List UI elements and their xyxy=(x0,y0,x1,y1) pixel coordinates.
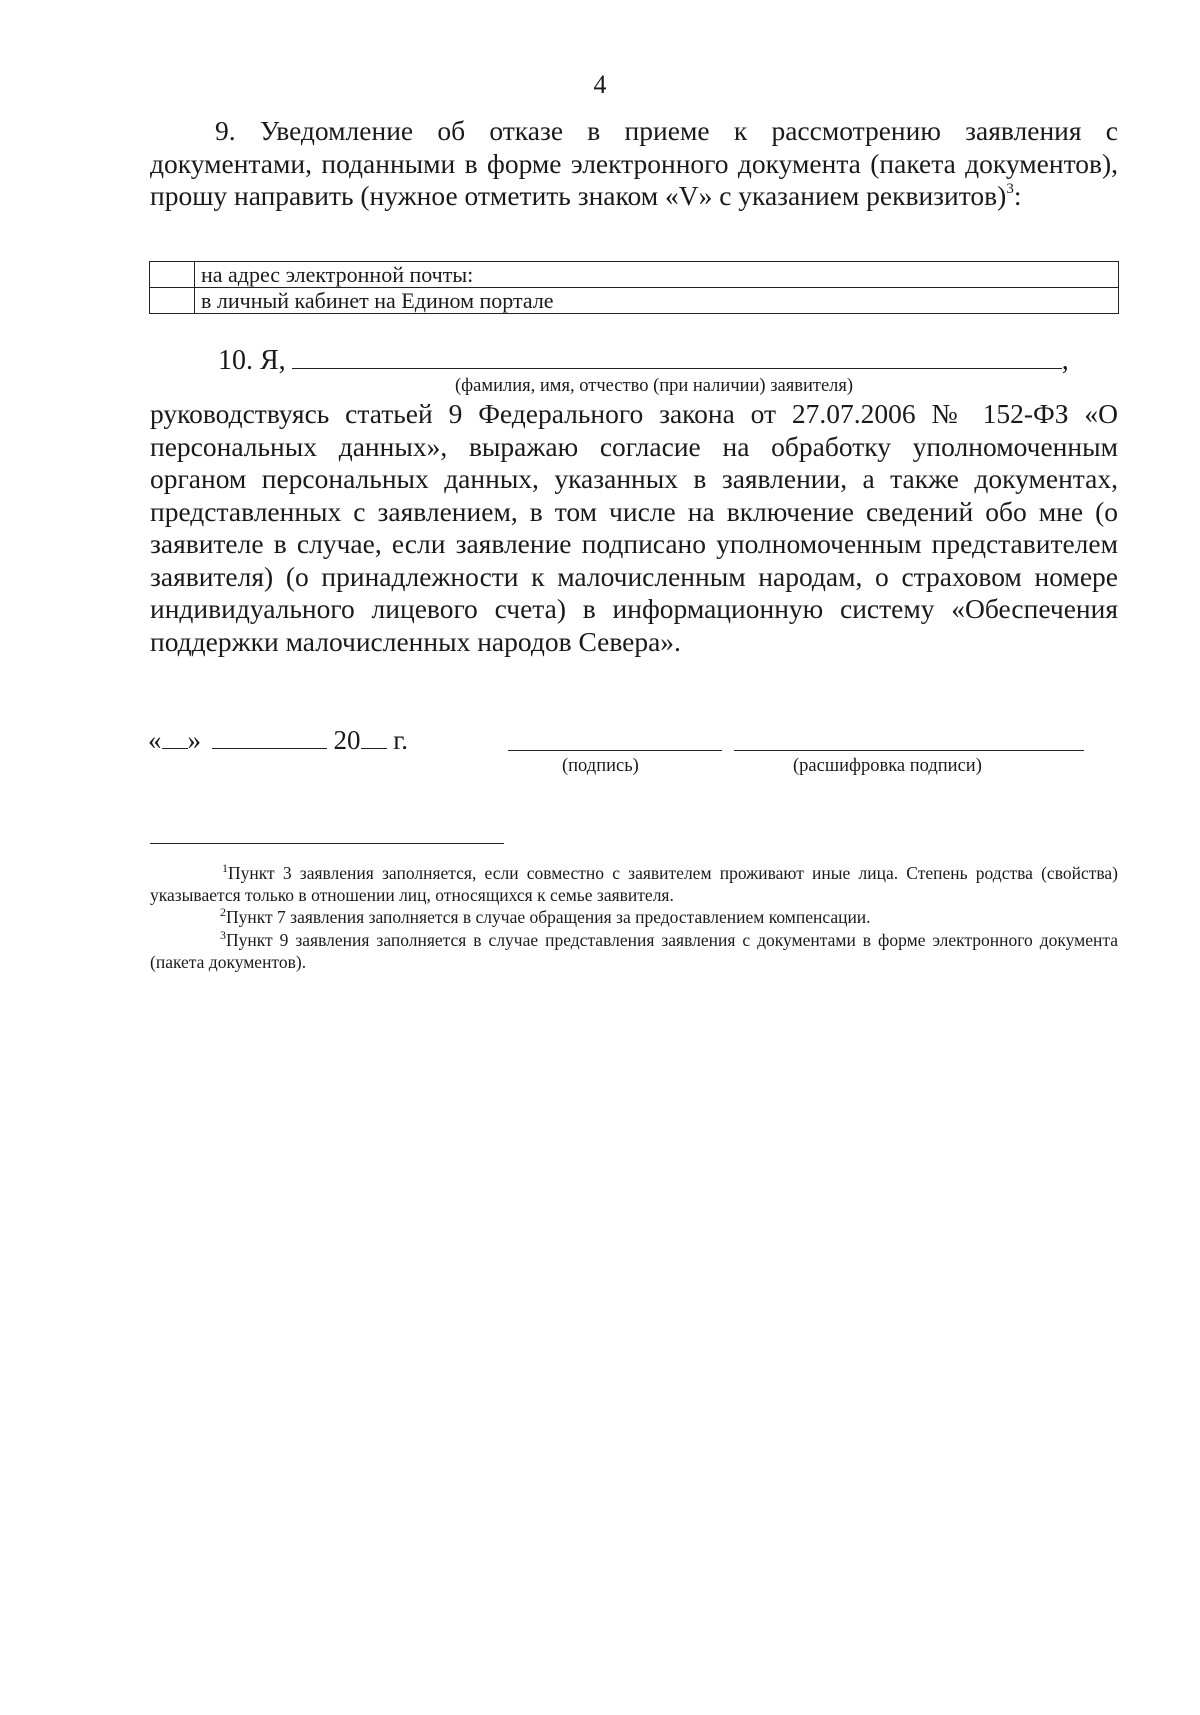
footnote-ref-3: 3 xyxy=(1006,181,1014,197)
year-field[interactable] xyxy=(361,726,387,749)
date-line: « » 20 г. xyxy=(148,725,409,755)
day-field[interactable] xyxy=(162,726,188,749)
month-field[interactable] xyxy=(212,726,327,749)
page-number: 4 xyxy=(593,70,607,99)
option-row-portal xyxy=(150,288,1119,314)
email-option-label: на адрес электронной почты: xyxy=(195,262,1119,288)
footnote-2: $^2$Пункт 7 заявления заполняется в случае обращения за предоставлением компенсации. xyxy=(220,905,871,927)
name-field-caption: (фамилия, имя, отчество (при наличии) заявителя) xyxy=(455,376,854,396)
item-10-prefix: 10. Я, xyxy=(218,345,286,376)
signature-caption: (подпись) xyxy=(562,756,639,776)
option-row-email xyxy=(150,262,1119,288)
footnote-1: $^1$Пункт 3 заявления заполняется, если совместно с заявителем проживают иные лица. Степень родства (свойства) указывается только в отношении лиц, относящихся к семье заявителя. xyxy=(150,861,1118,905)
item-9-paragraph: 9. Уведомление об отказе в приеме к рассмотрению заявления с документами, поданными в форме электронного документа (пакета документов), прошу направить (нужное отметить знаком «V» с указанием реквизитов)$^3$: xyxy=(150,115,1118,211)
email-option-checkbox[interactable] xyxy=(150,262,195,288)
notification-options-table xyxy=(149,261,1119,314)
signature-field[interactable] xyxy=(508,750,722,751)
applicant-name-field[interactable] xyxy=(292,346,1062,369)
item-9-text: 9. Уведомление об отказе в приеме к рассмотрению заявления с документами, поданными в форме электронного документа (пакета документов), прошу направить (нужное отметить знаком «V» с указанием реквизитов) xyxy=(150,115,1118,211)
portal-option-checkbox[interactable] xyxy=(150,288,195,314)
consent-paragraph: руководствуясь статьей 9 Федерального закона от 27.07.2006 № 152-ФЗ «О персональных данных», выражаю согласие на обработку уполномоченным органом персональных данных, указанных в заявлении, а также документах, представленных с заявлением, в том числе на включение сведений обо мне (о заявителе в случае, если заявление подписано уполномоченным представителем заявителя) (о принадлежности к малочисленным народам, о страховом номере индивидуального лицевого счета) в информационную систему «Обеспечения поддержки малочисленных народов Севера». xyxy=(150,398,1118,657)
signature-decoding-caption: (расшифровка подписи) xyxy=(793,756,982,776)
footnote-3: $^3$Пункт 9 заявления заполняется в случае представления заявления с документами в форме электронного документа (пакета документов). xyxy=(150,928,1118,972)
portal-option-label: в личный кабинет на Едином портале xyxy=(195,288,1119,314)
signature-decoding-field[interactable] xyxy=(734,750,1084,751)
footnote-separator xyxy=(150,843,504,844)
item-10-name-line: 10. Я, , xyxy=(218,345,1069,376)
